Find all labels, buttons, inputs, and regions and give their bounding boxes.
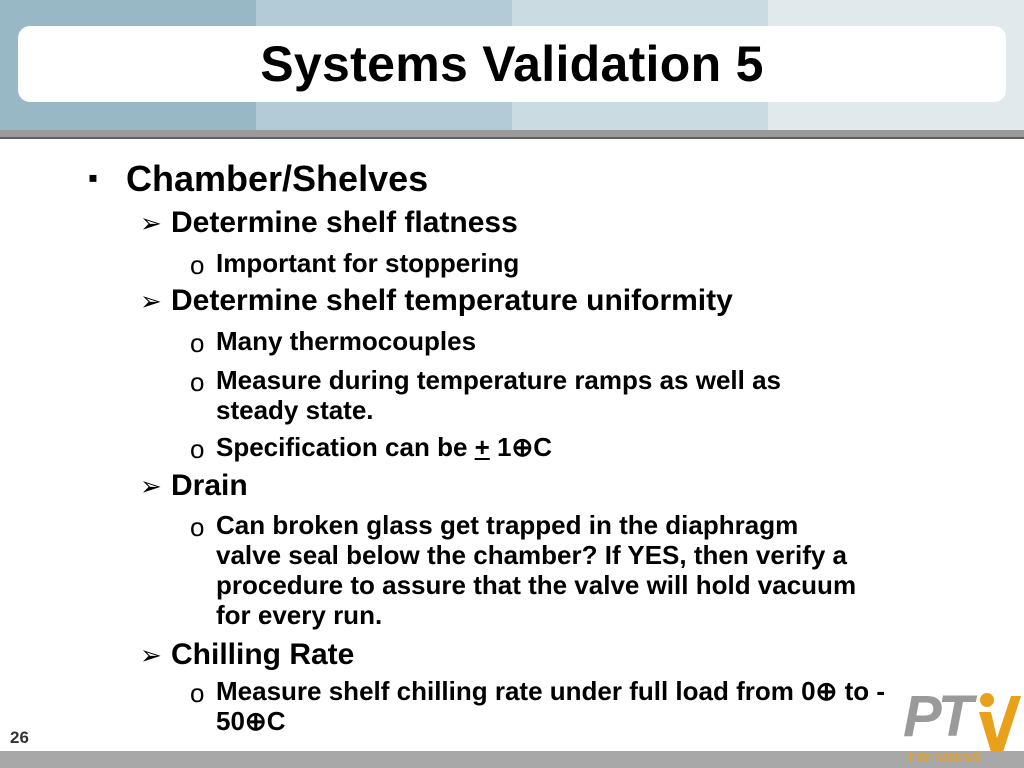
- bullet-chill-measure: [216, 676, 885, 736]
- logo-mark-icon: [977, 692, 1023, 752]
- logo-wordmark: PT: [903, 684, 970, 749]
- bullet-broken-glass: [216, 510, 856, 630]
- arrow-bullet-icon: ➢: [140, 286, 162, 316]
- text-line: valve seal below the chamber? If YES, then verify a: [216, 540, 847, 570]
- page-number: 26: [10, 728, 29, 747]
- bullet-specification: [216, 432, 552, 462]
- bullet-stoppering: Important for stoppering: [216, 248, 520, 278]
- text-line: for every run.: [216, 600, 383, 630]
- bullet-temperature-uniformity: Determine shelf temperature uniformity: [171, 284, 733, 317]
- bullet-chamber-shelves: Chamber/Shelves: [126, 158, 429, 199]
- circle-bullet-icon: o: [190, 250, 205, 280]
- pti-logo: [903, 686, 1024, 768]
- circle-bullet-icon: o: [190, 512, 205, 542]
- arrow-bullet-icon: ➢: [140, 471, 162, 501]
- text-line: 50⊕C: [216, 706, 286, 736]
- header-divider-line: [0, 137, 1024, 139]
- footer-bar: [0, 751, 1024, 768]
- logo-subtext: international: [909, 749, 980, 764]
- text-span: 1⊕C: [489, 432, 553, 462]
- square-bullet-icon: ▪: [88, 162, 98, 193]
- arrow-bullet-icon: ➢: [140, 640, 162, 670]
- text-line: steady state.: [216, 395, 374, 425]
- text-span: Specification can be: [216, 432, 475, 462]
- text-line: Measure during temperature ramps as well as: [216, 365, 781, 395]
- circle-bullet-icon: o: [190, 678, 205, 708]
- bullet-measure-ramps: [216, 365, 781, 425]
- bullet-thermocouples: Many thermocouples: [216, 326, 477, 356]
- bullet-shelf-flatness: Determine shelf flatness: [171, 206, 518, 239]
- circle-bullet-icon: o: [190, 328, 205, 358]
- bullet-chilling-rate: Chilling Rate: [171, 638, 355, 671]
- circle-bullet-icon: o: [190, 434, 205, 464]
- slide-header: [0, 0, 1024, 130]
- text-line: procedure to assure that the valve will hold vacuum: [216, 570, 857, 600]
- text-line: Measure shelf chilling rate under full load from 0⊕ to -: [216, 676, 885, 706]
- arrow-bullet-icon: ➢: [140, 208, 162, 238]
- circle-bullet-icon: o: [190, 367, 205, 397]
- title-box: [18, 26, 1006, 102]
- text-line: Can broken glass get trapped in the diaphragm: [216, 510, 799, 540]
- slide-title: Systems Validation 5: [260, 36, 764, 92]
- header-divider: [0, 130, 1024, 137]
- plus-minus-sign: +: [474, 432, 490, 462]
- bullet-drain: Drain: [171, 469, 248, 502]
